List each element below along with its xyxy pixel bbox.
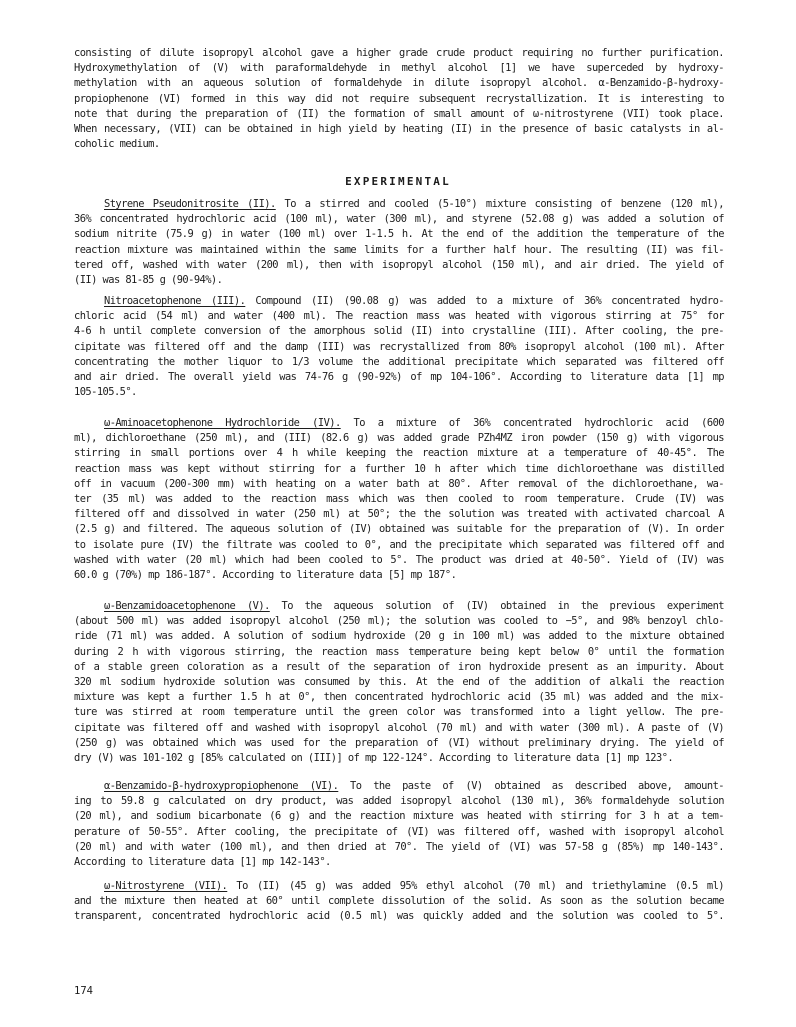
text-line: sodium nitrite (75.9 g) in water (100 ml) over 1-1.5 h. At the end of the addition the temperature of the <box>74 228 724 241</box>
text-line: 320 ml sodium hydroxide solution was consumed by this. At the end of the addition of alkali the reaction <box>74 676 724 689</box>
text-line: during 2 h with vigorous stirring, the reaction mass temperature being kept below 0° until the formation <box>74 645 724 658</box>
text-line: concentrating the mother liquor to 1/3 volume the additional precipitate which separated was filtered off <box>74 355 724 368</box>
text-line: transparent, concentrated hydrochloric acid (0.5 ml) was quickly added and the solution was cooled to 5°. <box>74 910 724 923</box>
text-line: of a stable green coloration as a result of the separation of iron hydroxide present as an impurity. About <box>74 660 724 673</box>
text-line: chloric acid (54 ml) and water (400 ml). The reaction mass was heated with vigorous stirring at 75° for <box>74 310 724 323</box>
text-line: propiophenone (VI) formed in this way did not require subsequent recrystallization. It is interesting to <box>74 92 724 105</box>
paragraph-nitroacetophenone <box>74 294 724 400</box>
text-line: 36% concentrated hydrochloric acid (100 ml), water (300 ml), and styrene (52.08 g) was added a solution of <box>74 213 724 226</box>
text-line: (II) was 81-85 g (90-94%). <box>74 274 223 287</box>
paragraph-heading: Styrene Pseudonitrosite (II). <box>104 198 276 210</box>
text-line: mixture was kept a further 1.5 h at 0°, then concentrated hydrochloric acid (35 ml) was added and the mix- <box>74 691 724 704</box>
text-line: ml), dichloroethane (250 ml), and (III) (82.6 g) was added grade PZh4MZ iron powder (150 g) with vigorous <box>74 432 724 445</box>
text-line: 105-105.5°. <box>74 386 137 399</box>
text-line: ing to 59.8 g calculated on dry product, was added isopropyl alcohol (130 ml), 36% formaldehyde solution <box>74 795 724 808</box>
text-line: tered off, washed with water (200 ml), then with isopropyl alcohol (150 ml), and air dried. The yield of <box>74 258 724 271</box>
text-line: off in vacuum (200-300 mm) with heating on a water bath at 80°. After removal of the dichloroethane, wa- <box>74 477 724 490</box>
text-line: ride (71 ml) was added. A solution of sodium hydroxide (20 g in 100 ml) was added to the mixture obtained <box>74 630 724 643</box>
text-line: and the mixture then heated at 60° until complete dissolution of the solid. As soon as the solution became <box>74 895 724 908</box>
text-line: note that during the preparation of (II) the formation of small amount of ω-nitrostyrene (VII) took place. <box>74 107 724 120</box>
paragraph-aminoacetophenone-hydrochloride <box>74 416 724 583</box>
text-line: 60.0 g (70%) mp 186-187°. According to literature data [5] mp 187°. <box>74 569 457 582</box>
text-line: consisting of dilute isopropyl alcohol gave a higher grade crude product requiring no further purification. <box>74 47 724 59</box>
text-line: ture was stirred at room temperature until the green color was transformed into a light yellow. The pre- <box>74 706 724 719</box>
page-number: 174 <box>74 985 93 997</box>
intro-paragraph <box>74 46 724 152</box>
text-fragment: Compound (II) (90.08 g) was added to a mixture of 36% concentrated hydro- <box>245 295 725 307</box>
text-line: (about 500 ml) was added isopropyl alcohol (250 ml); the solution was cooled to −5°, and 98% benzoyl chlo- <box>74 615 724 628</box>
paragraph-heading: ω-Aminoacetophenone Hydrochloride (IV). <box>104 417 341 429</box>
text-line: stirring in small portions over 4 h while keeping the reaction mixture at a temperature of 40-45°. The <box>74 447 724 460</box>
paragraph-heading: α-Benzamido-β-hydroxypropiophenone (VI). <box>104 780 339 792</box>
text-line: (20 ml) and with water (100 ml), and then dried at 70°. The yield of (VI) was 57-58 g (85%) mp 140-143°. <box>74 840 724 853</box>
text-line <box>74 416 724 431</box>
text-fragment: To (II) (45 g) was added 95% ethyl alcohol (70 ml) and triethylamine (0.5 ml) <box>227 880 724 892</box>
text-line <box>74 197 724 212</box>
text-line <box>74 779 724 794</box>
text-line: filtered off and dissolved in water (250 ml) at 50°; the the solution was treated with activated charcoal A <box>74 508 724 521</box>
text-fragment: To a stirred and cooled (5-10°) mixture consisting of benzene (120 ml), <box>275 198 725 210</box>
text-line <box>74 879 724 894</box>
text-fragment: To a mixture of 36% concentrated hydrochloric acid (600 <box>340 417 724 429</box>
section-heading: EXPERIMENTAL <box>345 175 451 188</box>
text-line: reaction mass was kept without stirring for a further 10 h after which time dichloroethane was distilled <box>74 462 724 475</box>
text-line: cipitate was filtered off and washed with isopropyl alcohol (70 ml) and with water (300 ml). A paste of (V) <box>74 721 724 734</box>
paragraph-heading: ω-Nitrostyrene (VII). <box>104 880 228 892</box>
text-line <box>74 294 724 309</box>
paragraph-nitrostyrene <box>74 879 724 925</box>
text-line: ter (35 ml) was added to the reaction mass which was then cooled to room temperature. Crude (IV) was <box>74 493 724 506</box>
text-line: Hydroxymethylation of (V) with paraformaldehyde in methyl alcohol [1] we have superceded by hydroxy- <box>74 62 724 75</box>
text-line <box>74 599 724 614</box>
text-line: methylation with an aqueous solution of formaldehyde in dilute isopropyl alcohol. α-Benzamido-β-hydroxy- <box>74 77 724 90</box>
text-line: 4-6 h until complete conversion of the amorphous solid (II) into crystalline (III). After cooling, the pre- <box>74 325 724 338</box>
paragraph-heading: Nitroacetophenone (III). <box>104 295 246 307</box>
paragraph-styrene-pseudonitrosite <box>74 197 724 288</box>
text-line: According to literature data [1] mp 142-143°. <box>74 856 331 869</box>
text-line: dry (V) was 101-102 g [85% calculated on (III)] of mp 122-124°. According to literature data [1] mp 123°. <box>74 752 674 765</box>
text-line: coholic medium. <box>74 138 160 151</box>
text-line: to isolate pure (IV) the filtrate was cooled to 0°, and the precipitate which separated was filtered off and <box>74 538 724 551</box>
paragraph-benzamidoacetophenone <box>74 599 724 766</box>
text-line: (250 g) was obtained which was used for the preparation of (VI) without preliminary drying. The yield of <box>74 736 724 749</box>
text-fragment: To the paste of (V) obtained as described above, amount- <box>338 780 724 792</box>
paragraph-benzamido-hydroxypropiophenone <box>74 779 724 870</box>
text-fragment: To the aqueous solution of (IV) obtained in the previous experiment <box>269 600 724 612</box>
text-line: washed with water (20 ml) which had been cooled to 5°. The product was dried at 40-50°. Yield of (IV) was <box>74 553 724 566</box>
text-line: When necessary, (VII) can be obtained in high yield by heating (II) in the presence of basic catalysts in al- <box>74 123 724 136</box>
text-line: and air dried. The overall yield was 74-76 g (90-92%) of mp 104-106°. According to literature data [1] mp <box>74 371 724 384</box>
text-line: cipitate was filtered off and the damp (III) was recrystallized from 80% isopropyl alcohol (100 ml). After <box>74 340 724 353</box>
text-line: (2.5 g) and filtered. The aqueous solution of (IV) obtained was suitable for the preparation of (V). In order <box>74 523 724 536</box>
text-line: perature of 50-55°. After cooling, the precipitate of (VI) was filtered off, washed with isopropyl alcohol <box>74 825 724 838</box>
text-line: (20 ml), and sodium bicarbonate (6 g) and the reaction mixture was heated with stirring for 3 h at a tem- <box>74 810 724 823</box>
text-line: reaction mixture was maintained within the same limits for a further half hour. The resulting (II) was fil- <box>74 243 724 256</box>
paragraph-heading: ω-Benzamidoacetophenone (V). <box>104 600 270 612</box>
